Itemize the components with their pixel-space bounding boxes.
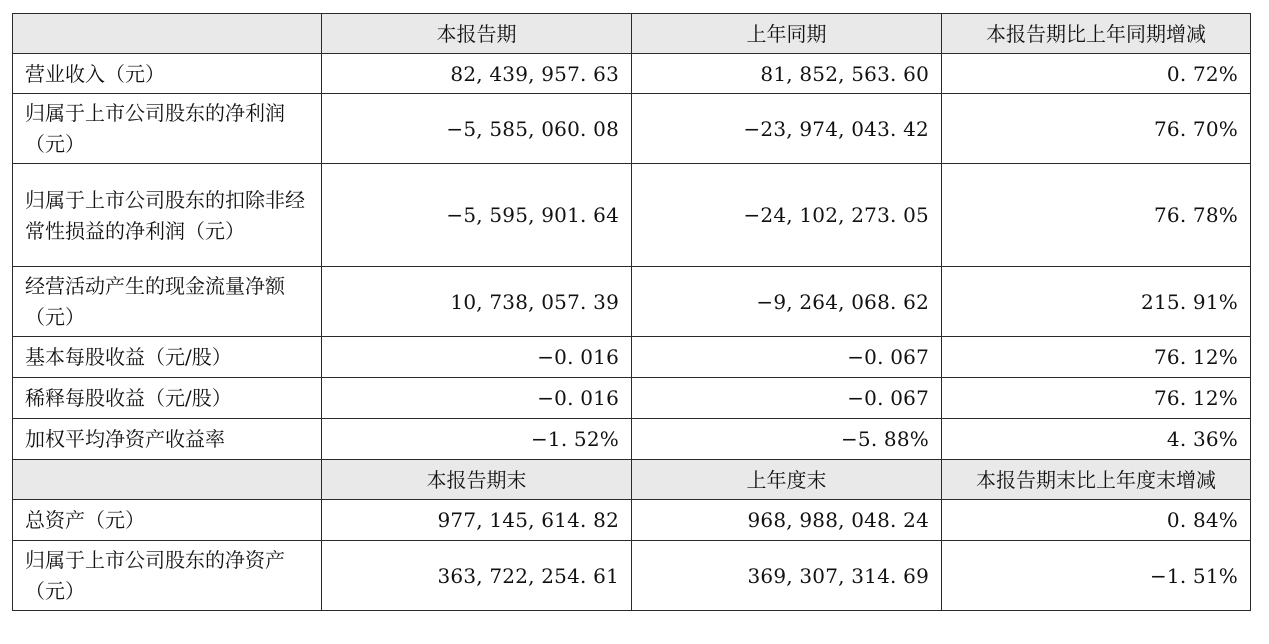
current-value: −0. 016 — [322, 337, 632, 378]
row-label: 加权平均净资产收益率 — [13, 419, 322, 460]
table-row — [13, 378, 1251, 419]
change-value: −1. 51% — [942, 541, 1251, 611]
current-value: 10, 738, 057. 39 — [322, 267, 632, 337]
table-row — [13, 54, 1251, 94]
row-label: 基本每股收益（元/股） — [13, 337, 322, 378]
table-row — [13, 337, 1251, 378]
change-value: 76. 12% — [942, 378, 1251, 419]
current-value: −5, 595, 901. 64 — [322, 164, 632, 267]
change-value: 215. 91% — [942, 267, 1251, 337]
current-value: −1. 52% — [322, 419, 632, 460]
header-prior-period: 上年同期 — [632, 14, 942, 54]
row-label: 总资产（元） — [13, 500, 322, 541]
row-label: 归属于上市公司股东的净利润（元） — [13, 94, 322, 164]
table-row — [13, 541, 1251, 611]
header-row-period — [13, 14, 1251, 54]
current-value: −5, 585, 060. 08 — [322, 94, 632, 164]
financial-summary-table — [12, 13, 1251, 611]
row-label: 稀释每股收益（元/股） — [13, 378, 322, 419]
prior-value: −24, 102, 273. 05 — [632, 164, 942, 267]
table-row — [13, 419, 1251, 460]
prior-value: −9, 264, 068. 62 — [632, 267, 942, 337]
row-label: 归属于上市公司股东的净资产（元） — [13, 541, 322, 611]
prior-value: −0. 067 — [632, 378, 942, 419]
header-corner-cell — [13, 14, 322, 54]
table-row — [13, 164, 1251, 267]
header-period-change: 本报告期比上年同期增减 — [942, 14, 1251, 54]
prior-value: 369, 307, 314. 69 — [632, 541, 942, 611]
table-row — [13, 94, 1251, 164]
current-value: 977, 145, 614. 82 — [322, 500, 632, 541]
change-value: 0. 84% — [942, 500, 1251, 541]
change-value: 4. 36% — [942, 419, 1251, 460]
prior-value: −5. 88% — [632, 419, 942, 460]
change-value: 76. 78% — [942, 164, 1251, 267]
prior-value: −0. 067 — [632, 337, 942, 378]
header-year-end-change: 本报告期末比上年度末增减 — [942, 460, 1251, 500]
table-row — [13, 500, 1251, 541]
table-row — [13, 267, 1251, 337]
prior-value: 81, 852, 563. 60 — [632, 54, 942, 94]
current-value: 363, 722, 254. 61 — [322, 541, 632, 611]
row-label: 经营活动产生的现金流量净额（元） — [13, 267, 322, 337]
row-label: 归属于上市公司股东的扣除非经常性损益的净利润（元） — [13, 164, 322, 267]
header-current-period: 本报告期 — [322, 14, 632, 54]
prior-value: −23, 974, 043. 42 — [632, 94, 942, 164]
change-value: 0. 72% — [942, 54, 1251, 94]
current-value: −0. 016 — [322, 378, 632, 419]
change-value: 76. 12% — [942, 337, 1251, 378]
header-prior-year-end: 上年度末 — [632, 460, 942, 500]
change-value: 76. 70% — [942, 94, 1251, 164]
prior-value: 968, 988, 048. 24 — [632, 500, 942, 541]
header-current-period-end: 本报告期末 — [322, 460, 632, 500]
current-value: 82, 439, 957. 63 — [322, 54, 632, 94]
header-row-period-end — [13, 460, 1251, 500]
header-corner-cell — [13, 460, 322, 500]
row-label: 营业收入（元） — [13, 54, 322, 94]
